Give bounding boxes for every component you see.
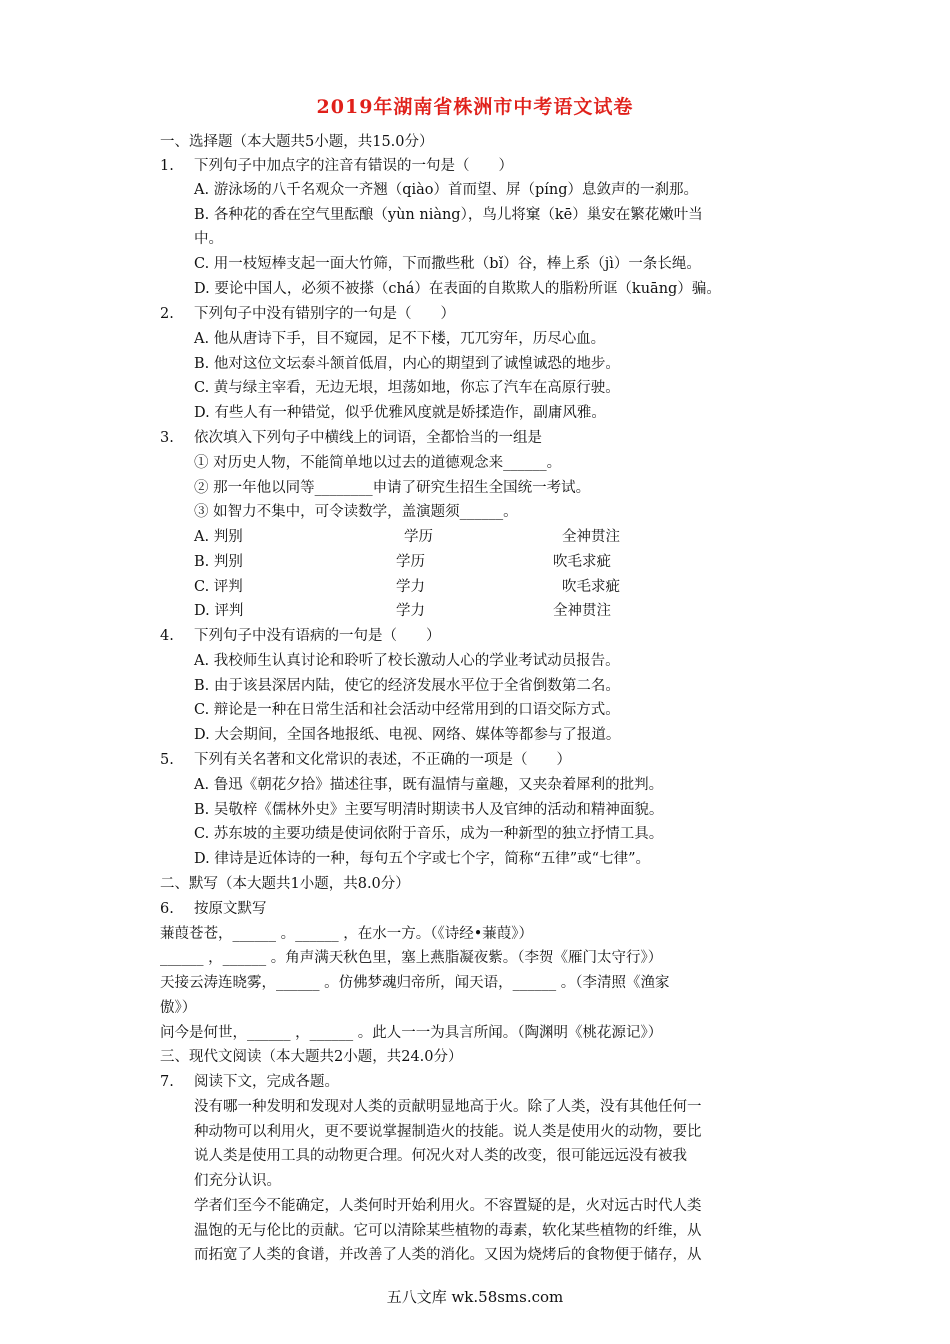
question-stem: 下列句子中加点字的注音有错误的一句是（ ） (194, 158, 513, 174)
option-b: B. 判别 (194, 554, 243, 570)
option-b-cont: 中。 (194, 231, 223, 247)
passage-line: 温饱的无与伦比的贡献。它可以清除某些植物的毒素，软化某些植物的纤维，从 (194, 1223, 702, 1239)
dictation-line-3: 天接云涛连晓雾，______ 。仿佛梦魂归帝所，闻天语，______ 。（李清照《渔家 (160, 975, 670, 991)
question-stem: 下列有关名著和文化常识的表述，不正确的一项是（ ） (194, 752, 571, 768)
option-a-word-3: 全神贯注 (562, 529, 620, 545)
passage-line: 学者们至今不能确定，人类何时开始利用火。不容置疑的是，火对远古时代人类 (194, 1198, 702, 1214)
option-c: C. 黄与绿主宰看，无边无垠，坦荡如地，你忘了汽车在高原行驶。 (194, 380, 620, 396)
option-b: B. 由于该县深居内陆，使它的经济发展水平位于全省倒数第二名。 (194, 678, 620, 694)
footer-watermark: 五八文库 wk.58sms.com (386, 1288, 564, 1306)
question-number: 1. (160, 158, 174, 174)
option-a: A. 鲁迅《朝花夕拾》描述往事，既有温情与童趣，又夹杂着犀利的批判。 (194, 777, 664, 793)
option-c: C. 苏东坡的主要功绩是使词依附于音乐，成为一种新型的独立抒情工具。 (194, 826, 664, 842)
option-b-word-3: 吹毛求疵 (553, 554, 611, 570)
option-a: A. 我校师生认真讨论和聆听了校长激动人心的学业考试动员报告。 (194, 653, 620, 669)
option-d: D. 要论中国人，必须不被搽（chá）在表面的自欺欺人的脂粉所诓（kuāng）骗。 (194, 281, 721, 297)
question-stem: 下列句子中没有语病的一句是（ ） (194, 628, 441, 644)
option-c: C. 用一枝短棒支起一面大竹筛，下而撒些秕（bǐ）谷，棒上系（jì）一条长绳。 (194, 256, 701, 272)
dictation-line-4: 问今是何世，______ ，______ 。此人一一为具言所闻。（陶渊明《桃花源记》） (160, 1025, 663, 1041)
section-heading-2: 二、默写（本大题共1小题，共8.0分） (160, 876, 410, 892)
question-number: 4. (160, 628, 174, 644)
question-number: 5. (160, 752, 174, 768)
question-number: 6. (160, 901, 174, 917)
sentence-3: ③ 如智力不集中，可令读数学，盖演题须______。 (194, 504, 518, 520)
question-stem: 阅读下文，完成各题。 (194, 1074, 339, 1090)
question-number: 2. (160, 306, 174, 322)
passage-line: 种动物可以利用火，更不要说掌握制造火的技能。说人类是使用火的动物，要比 (194, 1124, 702, 1140)
option-d-word-3: 全神贯注 (553, 603, 611, 619)
sentence-1: ① 对历史人物，不能简单地以过去的道德观念来______。 (194, 455, 562, 471)
question-stem: 下列句子中没有错别字的一句是（ ） (194, 306, 455, 322)
passage-line: 而拓宽了人类的食谱，并改善了人类的消化。又因为烧烤后的食物便于储存，从 (194, 1247, 702, 1263)
option-d-word-2: 学力 (396, 603, 425, 619)
option-c-word-2: 学力 (396, 579, 425, 595)
option-c: C. 辩论是一种在日常生活和社会活动中经常用到的口语交际方式。 (194, 702, 620, 718)
option-c: C. 评判 (194, 579, 243, 595)
question-stem: 按原文默写 (194, 901, 267, 917)
option-b: B. 吴敬梓《儒林外史》主要写明清时期读书人及官绅的活动和精神面貌。 (194, 802, 664, 818)
passage-line: 没有哪一种发明和发现对人类的贡献明显地高于火。除了人类，没有其他任何一 (194, 1099, 702, 1115)
sentence-2: ② 那一年他以同等________申请了研究生招生全国统一考试。 (194, 480, 591, 496)
option-c-word-3: 吹毛求疵 (562, 579, 620, 595)
option-d: D. 评判 (194, 603, 244, 619)
option-a: A. 他从唐诗下手，目不窥园，足不下楼，兀兀穷年，历尽心血。 (194, 331, 606, 347)
passage-line: 们充分认识。 (194, 1173, 281, 1189)
section-heading-3: 三、现代文阅读（本大题共2小题，共24.0分） (160, 1049, 463, 1065)
option-b-word-2: 学历 (396, 554, 425, 570)
option-a: A. 判别 (194, 529, 243, 545)
option-b: B. 他对这位文坛泰斗颔首低眉，内心的期望到了诚惶诚恐的地步。 (194, 356, 620, 372)
page-title: 2019年湖南省株洲市中考语文试卷 (316, 96, 634, 118)
dictation-line-2: ______ ，______ 。角声满天秋色里，塞上燕脂凝夜紫。（李贺《雁门太守行》） (160, 950, 663, 966)
question-number: 7. (160, 1074, 174, 1090)
option-d: D. 律诗是近体诗的一种，每句五个字或七个字，简称“五律”或“七律”。 (194, 851, 650, 867)
option-b: B. 各种花的香在空气里酝酿（yùn niàng），鸟儿将窠（kē）巢安在繁花嫩叶当 (194, 207, 703, 223)
option-d: D. 有些人有一种错觉，似乎优雅风度就是娇揉造作，副庸风雅。 (194, 405, 606, 421)
question-number: 3. (160, 430, 174, 446)
option-d: D. 大会期间，全国各地报纸、电视、网络、媒体等都参与了报道。 (194, 727, 621, 743)
passage-line: 说人类是使用工具的动物更合理。何况火对人类的改变，很可能远远没有被我 (194, 1148, 687, 1164)
question-stem: 依次填入下列句子中横线上的词语，全都恰当的一组是 (194, 430, 542, 446)
section-heading-1: 一、选择题（本大题共5小题，共15.0分） (160, 134, 434, 150)
dictation-line-3-cont: 傲》） (160, 1000, 197, 1016)
option-a: A. 游泳场的八千名观众一齐翘（qiào）首而望、屏（píng）息敛声的一刹那。 (194, 182, 699, 198)
option-a-word-2: 学历 (404, 529, 433, 545)
dictation-line-1: 蒹葭苍苍，______ 。______ ，在水一方。（《诗经•蒹葭》） (160, 926, 534, 942)
